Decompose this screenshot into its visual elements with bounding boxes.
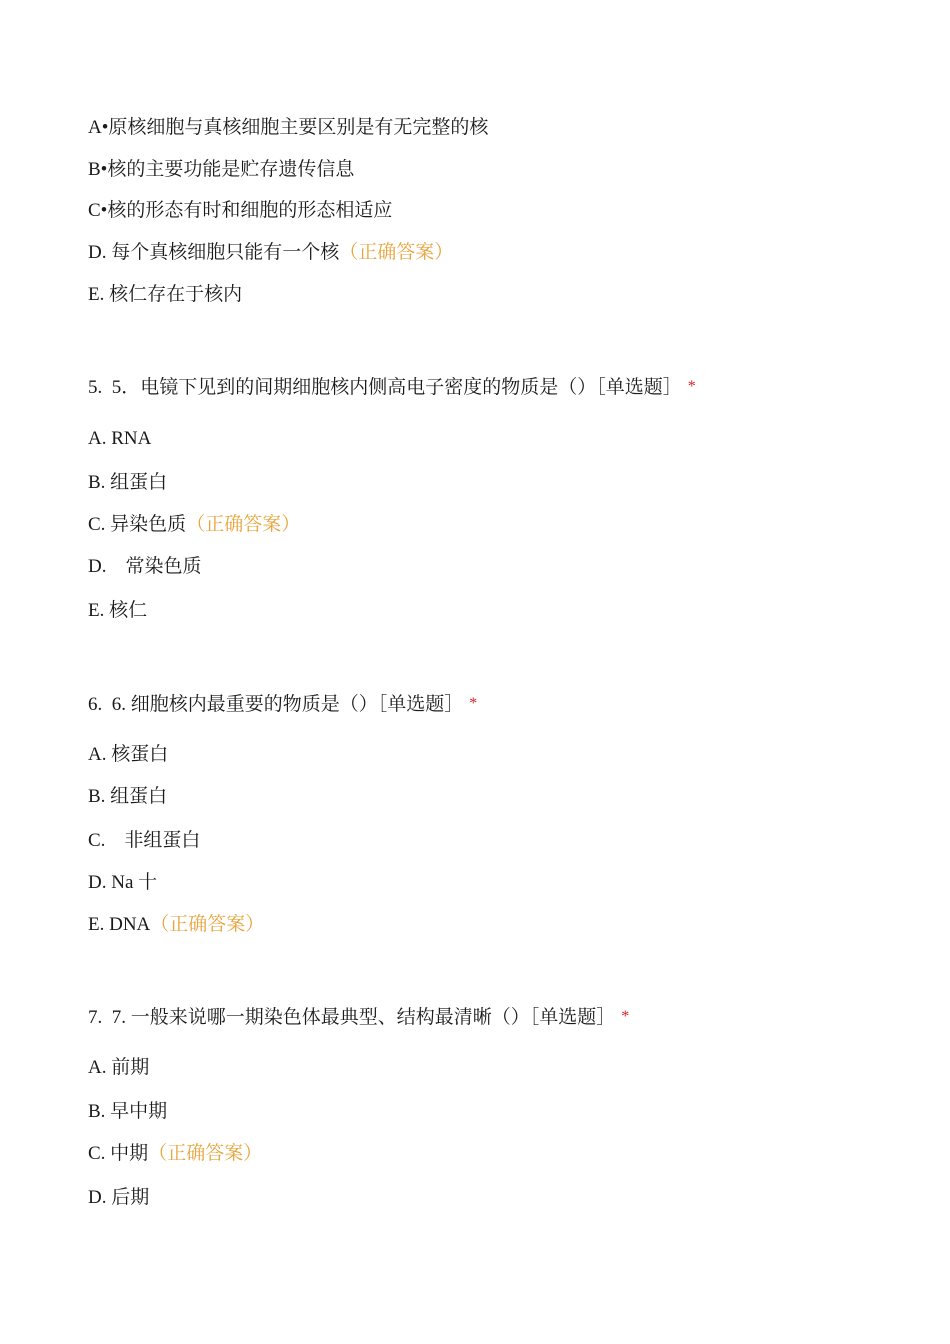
correct-answer-tag: （正确答案） [148, 1143, 263, 1164]
q7-title: 7. 7. 一般来说哪一期染色体最典型、结构最清晰（）［单选题］ * [88, 1007, 630, 1028]
q5-title: 5. 5．电镜下见到的间期细胞核内侧高电子密度的物质是（）［单选题］ * [88, 377, 696, 398]
q6-option-d[interactable]: D. Na 十 [88, 872, 158, 893]
q6-option-b[interactable]: B. 组蛋白 [88, 786, 168, 807]
q7-option-b[interactable]: B. 早中期 [88, 1101, 168, 1122]
q5-option-d[interactable]: D. 常染色质 [88, 556, 202, 577]
q6-option-e[interactable]: E. DNA（正确答案） [88, 914, 265, 935]
q7-option-d[interactable]: D. 后期 [88, 1187, 150, 1208]
q4-option-b[interactable]: B•核的主要功能是贮存遗传信息 [88, 159, 355, 180]
q4-option-a[interactable]: A•原核细胞与真核细胞主要区别是有无完整的核 [88, 117, 489, 138]
q5-option-c[interactable]: C. 异染色质（正确答案） [88, 514, 301, 535]
q5-option-e[interactable]: E. 核仁 [88, 600, 148, 621]
q6-title: 6. 6. 细胞核内最重要的物质是（）［单选题］ * [88, 694, 478, 715]
q7-option-a[interactable]: A. 前期 [88, 1057, 150, 1078]
q6-option-a[interactable]: A. 核蛋白 [88, 744, 169, 765]
q5-option-a[interactable]: A. RNA [88, 428, 152, 449]
q5-option-b[interactable]: B. 组蛋白 [88, 472, 168, 493]
correct-answer-tag: （正确答案） [186, 514, 301, 535]
q4-option-e[interactable]: E. 核仁存在于核内 [88, 284, 243, 305]
required-star: * [469, 695, 478, 712]
correct-answer-tag: （正确答案） [339, 242, 454, 263]
q4-option-c[interactable]: C•核的形态有时和细胞的形态相适应 [88, 200, 393, 221]
q7-option-c[interactable]: C. 中期（正确答案） [88, 1143, 263, 1164]
q6-option-c[interactable]: C. 非组蛋白 [88, 830, 201, 851]
correct-answer-tag: （正确答案） [150, 914, 265, 935]
q4-option-d[interactable]: D. 每个真核细胞只能有一个核（正确答案） [88, 242, 454, 263]
required-star: * [621, 1008, 630, 1025]
required-star: * [687, 378, 696, 395]
